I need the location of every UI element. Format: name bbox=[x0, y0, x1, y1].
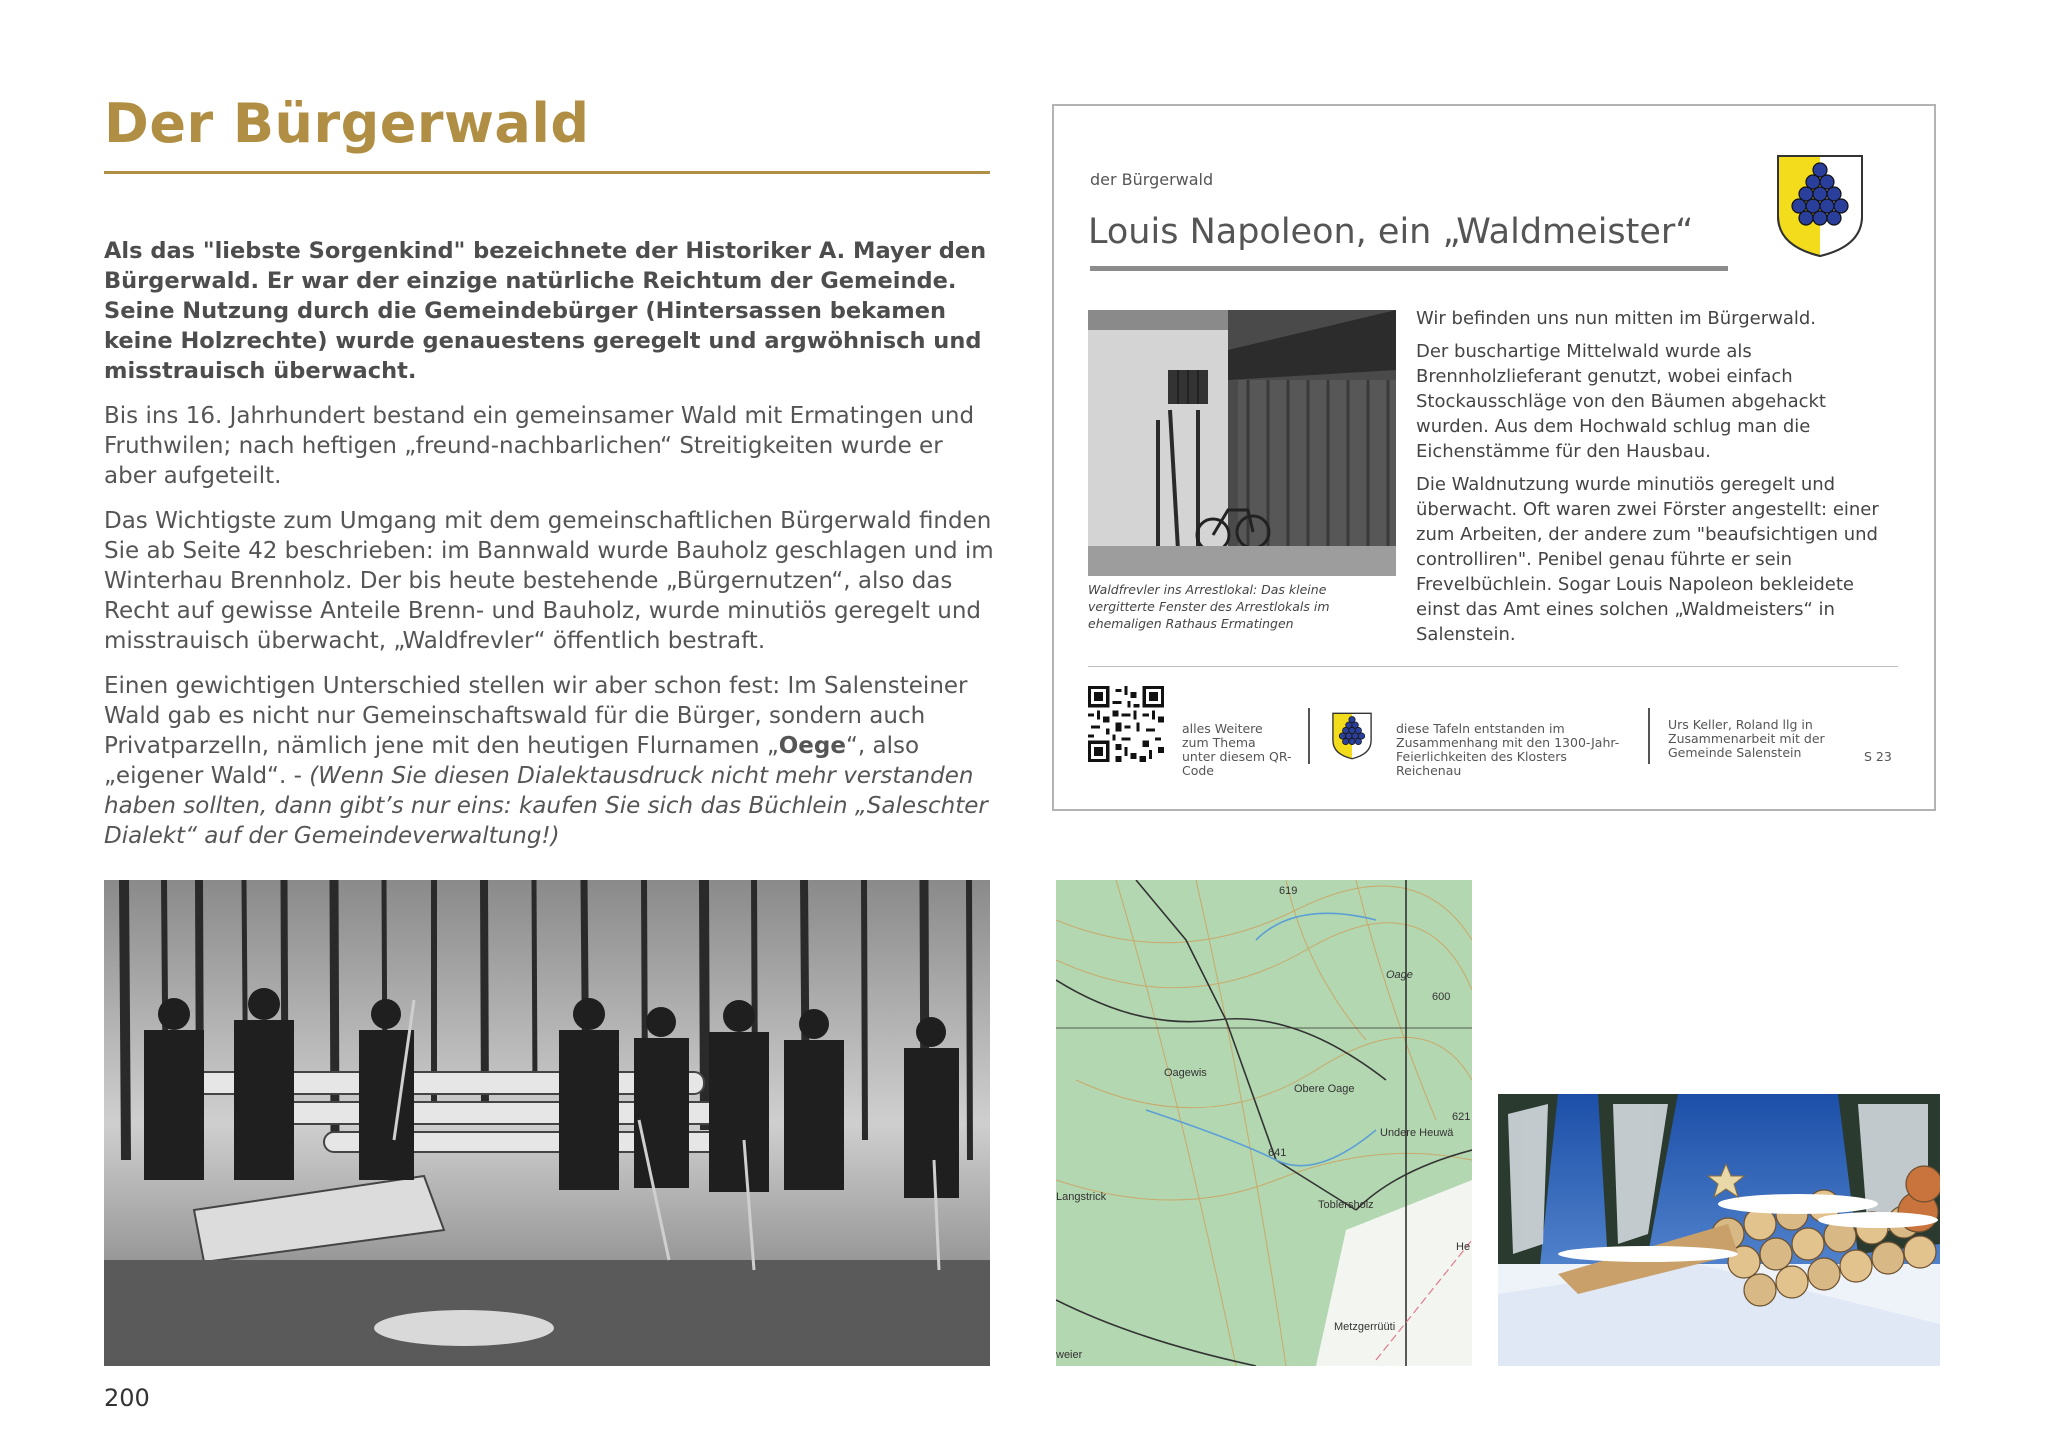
paragraph-oege bbox=[104, 671, 994, 851]
paragraph-history: Bis ins 16. Jahrhundert bestand ein gemeinsamer Wald mit Ermatingen und Fruthwilen; nach heftigen „freund-nachbarlichen“ Streitigkeiten wurde er aber aufgeteilt. bbox=[104, 403, 975, 489]
sign-paragraph: Der buschartige Mittelwald wurde als Brennholzlieferant genutzt, wobei einfach Stockausschläge von den Bäumen abgehackt wurden. Aus dem Hochwald schlug man die Eichenstämme für den Hausbau. bbox=[1416, 341, 1826, 462]
coat-of-arms-icon bbox=[1776, 154, 1864, 258]
sign-body-text bbox=[1416, 306, 1896, 655]
winter-logpile-photo bbox=[1498, 1094, 1940, 1366]
credits: Urs Keller, Roland llg in Zusammenarbeit mit der Gemeinde Salenstein bbox=[1668, 717, 1825, 760]
map-label-oage: Oage bbox=[1386, 969, 1413, 981]
sign-title-rule bbox=[1090, 266, 1728, 271]
map-label-obere-oage: Obere Oage bbox=[1294, 1083, 1355, 1095]
sign-paragraph: Die Waldnutzung wurde minutiös geregelt und überwacht. Oft waren zwei Förster angestellt: einer zum Arbeiten, der andere zum "beaufsichtigen und controlliren". Penibel genau führte er sein Frevelbüchlein. Sogar Louis Napoleon bekleidete einst das Amt eines solchen „Waldmeisters“ in Salenstein. bbox=[1416, 474, 1879, 645]
map-label-langstrick: Langstrick bbox=[1056, 1191, 1107, 1203]
qr-note: alles Weitere zum Thema unter diesem QR-Code bbox=[1182, 721, 1292, 778]
paragraph-oege-start: Einen gewichtigen Unterschied stellen wir aber schon fest: Im Salensteiner Wald gab es nicht nur Gemeinschaftswald für die Bürger, sondern auch Privatparzelln, nämlich jene mit den heutigen Flurnamen „ bbox=[104, 673, 968, 759]
page-number: 200 bbox=[104, 1384, 150, 1412]
sign-title: Louis Napoleon, ein „Waldmeister“ bbox=[1088, 212, 1694, 252]
paragraph-oege-mid: “, also „eigener Wald“. - bbox=[104, 733, 920, 789]
coat-of-arms-small-icon bbox=[1332, 708, 1372, 764]
oege-term: Oege bbox=[778, 733, 846, 759]
info-signboard bbox=[1052, 104, 1936, 811]
map-height-621: 621 bbox=[1452, 1111, 1471, 1123]
qr-code-icon[interactable] bbox=[1088, 686, 1164, 762]
footer-rule bbox=[1088, 666, 1898, 667]
map-label-metzgerruuti: Metzgerrüüti bbox=[1334, 1321, 1396, 1333]
paragraph-buergernutzen: Das Wichtigste zum Umgang mit dem gemeinschaftlichen Bürgerwald finden Sie ab Seite 42 beschrieben: im Bannwald wurde Bauholz geschlagen und im Winterhau Brennholz. Der bis heute bestehende „Bürgernutzen“, also das Recht auf gewisse Anteile Brenn- und Bauholz, wurde minutiös geregelt und misstrauisch überwacht, „Waldfrevler“ öffentlich bestraft. bbox=[104, 508, 994, 654]
map-label-oagewis: Oagewis bbox=[1164, 1067, 1207, 1079]
map-height-600: 600 bbox=[1432, 991, 1451, 1003]
photo-caption: Waldfrevler ins Arrestlokal: Das kleine vergitterte Fenster des Arrestlokals im ehemaligen Rathaus Ermatingen bbox=[1088, 582, 1330, 631]
sign-paragraph: Wir befinden uns nun mitten im Bürgerwald. bbox=[1416, 308, 1817, 329]
arrestlokal-photo bbox=[1088, 310, 1396, 576]
woodcutters-group-photo bbox=[104, 880, 990, 1366]
map-label-undere-heuwa: Undere Heuwä bbox=[1380, 1127, 1454, 1139]
title-rule bbox=[104, 171, 990, 174]
map-height-641: 641 bbox=[1268, 1147, 1287, 1159]
page-title: Der Bürgerwald bbox=[104, 92, 590, 155]
map-label-he: He bbox=[1456, 1241, 1471, 1253]
map-label-toblersholz: Toblersholz bbox=[1318, 1199, 1374, 1211]
footer-divider bbox=[1648, 708, 1650, 764]
map-height-619: 619 bbox=[1279, 885, 1298, 897]
project-note: diese Tafeln entstanden im Zusammenhang mit den 1300-Jahr-Feierlichkeiten des Klosters Reichenau bbox=[1396, 721, 1620, 778]
paragraph-oege-note: (Wenn Sie diesen Dialektausdruck nicht mehr verstanden haben sollten, dann gibt’s nur eins: kaufen Sie sich das Büchlein „Saleschter Dialekt“ auf der Gemeindeverwaltung!) bbox=[104, 763, 988, 849]
topographic-map bbox=[1056, 880, 1472, 1366]
body-text bbox=[104, 236, 994, 866]
lead-paragraph: Als das "liebste Sorgenkind" bezeichnete der Historiker A. Mayer den Bürgerwald. Er war der einzige natürliche Reichtum der Gemeinde. Seine Nutzung durch die Gemeindebürger (Hintersassen bekamen keine Holzrechte) wurde genauestens geregelt und argwöhnisch und misstrauisch überwacht. bbox=[104, 238, 987, 384]
footer-divider bbox=[1308, 708, 1310, 764]
sign-page-ref: S 23 bbox=[1864, 749, 1892, 764]
map-label-weier: weier bbox=[1056, 1349, 1083, 1361]
sign-kicker: der Bürgerwald bbox=[1090, 170, 1214, 189]
